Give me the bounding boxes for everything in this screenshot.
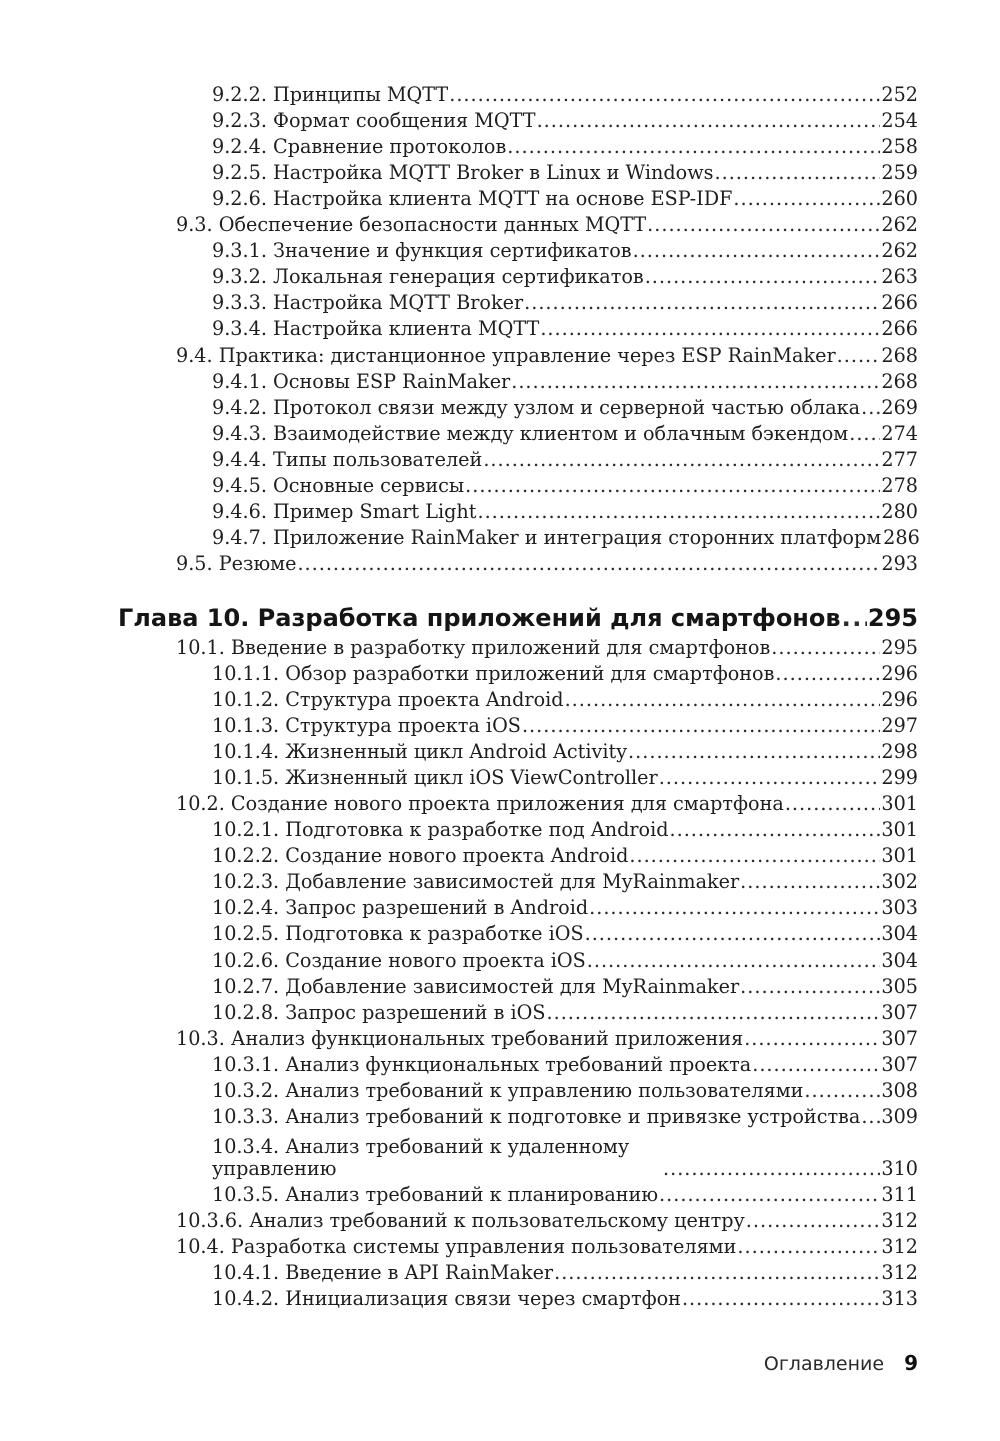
leader-dots <box>587 950 881 972</box>
leader-dots <box>537 110 881 132</box>
leader-dots <box>663 1158 880 1180</box>
toc-entry[interactable] <box>212 998 918 1024</box>
toc-entry[interactable] <box>212 945 918 971</box>
entry-page-number: 278 <box>881 473 918 497</box>
entry-title: 10.2.2. Создание нового проекта Android <box>212 844 629 868</box>
leader-dots <box>785 793 881 815</box>
entry-title: 9.3.3. Настройка MQTT Broker <box>212 291 524 315</box>
entry-page-number: 303 <box>881 896 918 920</box>
entry-title: 10.2.1. Подготовка к разработке под Android <box>212 818 669 842</box>
entry-page-number: 297 <box>881 714 918 738</box>
leader-dots <box>633 240 881 262</box>
toc-entry[interactable] <box>212 523 918 549</box>
entry-title: 10.1.2. Структура проекта Android <box>212 688 564 712</box>
toc-entry[interactable] <box>212 184 918 210</box>
entry-page-number: 304 <box>881 922 918 946</box>
entry-title: 9.4.4. Типы пользователей <box>212 447 483 471</box>
entry-title: 9.3.4. Настройка клиента MQTT <box>212 317 540 341</box>
toc-entry[interactable] <box>176 1206 918 1232</box>
leader-dots <box>775 663 880 685</box>
entry-title: 10.2.4. Запрос разрешений в Android <box>212 896 589 920</box>
entry-page-number: 259 <box>881 161 918 185</box>
toc-entry[interactable] <box>212 659 918 685</box>
leader-dots <box>524 292 880 314</box>
entry-title: 9.3.2. Локальная генерация сертификатов <box>212 265 644 289</box>
entry-title: 10.1.1. Обзор разработки приложений для смартфонов <box>212 661 775 685</box>
entry-page-number: 302 <box>881 870 918 894</box>
leader-dots <box>585 923 881 945</box>
chapter-title: Глава 10. Разработка приложений для смартфонов <box>118 603 841 632</box>
toc-section-10 <box>0 633 1000 1310</box>
entry-title: 10.1.4. Жизненный цикл Android Activity <box>212 740 628 764</box>
leader-dots <box>744 1028 880 1050</box>
entry-page-number: 266 <box>881 317 918 341</box>
leader-dots <box>565 689 881 711</box>
entry-page-number: 312 <box>881 1234 918 1258</box>
toc-entry[interactable] <box>212 972 918 998</box>
entry-page-number: 307 <box>881 1026 918 1050</box>
leader-dots <box>670 819 881 841</box>
toc-entry[interactable] <box>176 210 918 236</box>
toc-entry[interactable] <box>176 340 918 366</box>
entry-title: 9.4.7. Приложение RainMaker и интеграция сторонних платформ <box>212 525 882 549</box>
entry-page-number: 313 <box>881 1287 918 1311</box>
leader-dots <box>659 1184 880 1206</box>
toc-entry[interactable] <box>212 919 918 945</box>
toc-entry[interactable] <box>212 867 918 893</box>
entry-page-number: 310 <box>881 1156 918 1180</box>
entry-page-number: 286 <box>883 525 920 549</box>
toc-entry[interactable] <box>212 419 918 445</box>
entry-title: 10.3. Анализ функциональных требований приложения <box>176 1026 744 1050</box>
toc-entry[interactable] <box>212 132 918 158</box>
entry-page-number: 312 <box>881 1208 918 1232</box>
entry-title: 9.4. Практика: дистанционное управление через ESP RainMaker <box>176 343 836 367</box>
entry-title: 10.1.3. Структура проекта iOS <box>212 714 521 738</box>
entry-title: 9.2.2. Принципы MQTT <box>212 83 449 107</box>
entry-page-number: 299 <box>881 766 918 790</box>
entry-page-number: 293 <box>881 551 918 575</box>
page-number: 9 <box>904 1351 918 1375</box>
toc-entry[interactable] <box>176 1232 918 1258</box>
entry-title: 10.4. Разработка системы управления пользователями <box>176 1234 737 1258</box>
leader-dots <box>737 1236 880 1258</box>
toc-entry[interactable] <box>212 893 918 919</box>
toc-entry[interactable] <box>212 685 918 711</box>
toc-entry[interactable] <box>212 737 918 763</box>
entry-page-number: 258 <box>881 135 918 159</box>
toc-entry[interactable] <box>212 471 918 497</box>
entry-page-number: 304 <box>881 948 918 972</box>
entry-title: 9.3. Обеспечение безопасности данных MQTT <box>176 213 647 237</box>
leader-dots <box>861 1106 880 1128</box>
entry-page-number: 308 <box>881 1078 918 1102</box>
entry-page-number: 252 <box>881 83 918 107</box>
leader-dots <box>752 1054 880 1076</box>
entry-page-number: 260 <box>881 187 918 211</box>
toc-entry[interactable] <box>212 288 918 314</box>
entry-page-number: 277 <box>881 447 918 471</box>
toc-entry[interactable] <box>212 393 918 419</box>
toc-entry[interactable] <box>212 445 918 471</box>
entry-title: 9.2.4. Сравнение протоколов <box>212 135 507 159</box>
entry-page-number: 262 <box>881 239 918 263</box>
leader-dots <box>849 423 880 445</box>
leader-dots <box>547 1002 881 1024</box>
toc-entry[interactable] <box>212 1076 918 1102</box>
entry-title: 10.3.5. Анализ требований к планированию <box>212 1182 659 1206</box>
leader-dots <box>837 345 881 367</box>
entry-title: 10.3.2. Анализ требований к управлению пользователями <box>212 1078 804 1102</box>
entry-title: 10.1. Введение в разработку приложений для смартфонов <box>176 635 771 659</box>
leader-dots <box>540 318 880 340</box>
leader-dots <box>589 897 880 919</box>
leader-dots <box>746 1210 881 1232</box>
toc-entry[interactable] <box>212 262 918 288</box>
entry-title: 10.4.1. Введение в API RainMaker <box>212 1260 554 1284</box>
entry-title: 9.4.3. Взаимодействие между клиентом и облачным бэкендом <box>212 421 849 445</box>
toc-entry[interactable] <box>212 80 918 106</box>
entry-page-number: 296 <box>881 688 918 712</box>
page-footer <box>764 1351 918 1375</box>
entry-title: 10.2.6. Создание нового проекта iOS <box>212 948 586 972</box>
leader-dots <box>682 1288 880 1310</box>
leader-dots <box>522 715 880 737</box>
entry-title: 10.3.4. Анализ требований к удаленному управлению <box>212 1134 630 1180</box>
chapter-heading[interactable] <box>118 599 918 633</box>
toc-entry[interactable] <box>212 711 918 737</box>
entry-title: 9.2.5. Настройка MQTT Broker в Linux и Windows <box>212 161 714 185</box>
toc-entry[interactable] <box>176 549 918 575</box>
leader-dots <box>629 845 880 867</box>
leader-dots <box>740 871 880 893</box>
entry-page-number: 274 <box>881 421 918 445</box>
entry-page-number: 268 <box>881 343 918 367</box>
toc-entry[interactable] <box>212 1284 918 1310</box>
toc-entry[interactable] <box>176 789 918 815</box>
toc-entry[interactable] <box>212 1180 918 1206</box>
entry-page-number: 266 <box>881 291 918 315</box>
entry-title: 10.2.8. Запрос разрешений в iOS <box>212 1000 546 1024</box>
entry-page-number: 295 <box>881 635 918 659</box>
entry-page-number: 263 <box>881 265 918 289</box>
entry-page-number: 262 <box>881 213 918 237</box>
entry-title: 10.2. Создание нового проекта приложения для смартфона <box>176 792 784 816</box>
entry-title: 9.4.1. Основы ESP RainMaker <box>212 369 511 393</box>
toc-entry[interactable] <box>212 763 918 789</box>
leader-dots <box>465 475 880 497</box>
table-of-contents <box>0 80 1000 1310</box>
toc-entry[interactable] <box>212 106 918 132</box>
entry-page-number: 309 <box>881 1104 918 1128</box>
chapter-spacer <box>0 575 1000 599</box>
entry-page-number: 301 <box>881 818 918 842</box>
entry-page-number: 280 <box>881 499 918 523</box>
entry-title: 9.3.1. Значение и функция сертификатов <box>212 239 632 263</box>
entry-page-number: 311 <box>881 1182 918 1206</box>
toc-section-9 <box>0 80 1000 575</box>
entry-title: 10.1.5. Жизненный цикл iOS ViewController <box>212 766 658 790</box>
entry-page-number: 301 <box>881 844 918 868</box>
entry-page-number: 312 <box>881 1260 918 1284</box>
entry-page-number: 307 <box>881 1052 918 1076</box>
leader-dots <box>861 397 880 419</box>
toc-entry[interactable] <box>212 1102 918 1128</box>
entry-title: 9.2.6. Настройка клиента MQTT на основе ESP-IDF <box>212 187 733 211</box>
leader-dots <box>449 84 880 106</box>
entry-title: 10.2.3. Добавление зависимостей для MyRainmaker <box>212 870 740 894</box>
leader-dots <box>628 741 880 763</box>
chapter-page-number: 295 <box>867 603 918 632</box>
leader-dots <box>477 501 880 523</box>
entry-title: 9.5. Резюме <box>176 551 297 575</box>
toc-entry[interactable] <box>176 1024 918 1050</box>
entry-title: 10.3.1. Анализ функциональных требований проекта <box>212 1052 752 1076</box>
toc-entry[interactable] <box>212 236 918 262</box>
entry-title: 10.3.6. Анализ требований к пользовательскому центру <box>176 1208 745 1232</box>
toc-entry[interactable] <box>212 841 918 867</box>
leader-dots <box>804 1080 880 1102</box>
running-footer-label: Оглавление <box>763 1353 885 1375</box>
toc-entry[interactable] <box>212 314 918 340</box>
toc-entry[interactable] <box>212 1258 918 1284</box>
leader-dots <box>733 188 880 210</box>
toc-entry[interactable] <box>212 497 918 523</box>
leader-dots <box>483 449 880 471</box>
leader-dots <box>645 266 881 288</box>
entry-title: 9.2.3. Формат сообщения MQTT <box>212 109 536 133</box>
leader-dots <box>511 371 880 393</box>
toc-entry[interactable] <box>176 633 918 659</box>
entry-title: 10.4.2. Инициализация связи через смартфон <box>212 1287 681 1311</box>
entry-page-number: 269 <box>881 395 918 419</box>
toc-entry[interactable] <box>212 815 918 841</box>
entry-title: 9.4.5. Основные сервисы <box>212 473 465 497</box>
toc-entry[interactable] <box>212 1050 918 1076</box>
entry-title: 10.2.5. Подготовка к разработке iOS <box>212 922 584 946</box>
entry-title: 10.2.7. Добавление зависимостей для MyRainmaker <box>212 974 740 998</box>
toc-entry[interactable] <box>212 158 918 184</box>
entry-page-number: 305 <box>881 974 918 998</box>
leader-dots <box>740 976 880 998</box>
leader-dots <box>842 603 867 633</box>
entry-page-number: 298 <box>881 740 918 764</box>
entry-title: 9.4.6. Пример Smart Light <box>212 499 477 523</box>
leader-dots <box>715 162 881 184</box>
leader-dots <box>297 553 880 575</box>
entry-title: 10.3.3. Анализ требований к подготовке и привязке устройства <box>212 1104 861 1128</box>
leader-dots <box>507 136 880 158</box>
entry-page-number: 254 <box>881 109 918 133</box>
toc-entry[interactable] <box>212 1128 918 1180</box>
leader-dots <box>554 1262 880 1284</box>
toc-entry[interactable] <box>212 367 918 393</box>
leader-dots <box>771 637 880 659</box>
entry-page-number: 307 <box>881 1000 918 1024</box>
entry-page-number: 301 <box>881 792 918 816</box>
entry-title: 9.4.2. Протокол связи между узлом и серверной частью облака <box>212 395 861 419</box>
entry-page-number: 268 <box>881 369 918 393</box>
entry-page-number: 296 <box>881 661 918 685</box>
leader-dots <box>647 214 880 236</box>
leader-dots <box>659 767 881 789</box>
